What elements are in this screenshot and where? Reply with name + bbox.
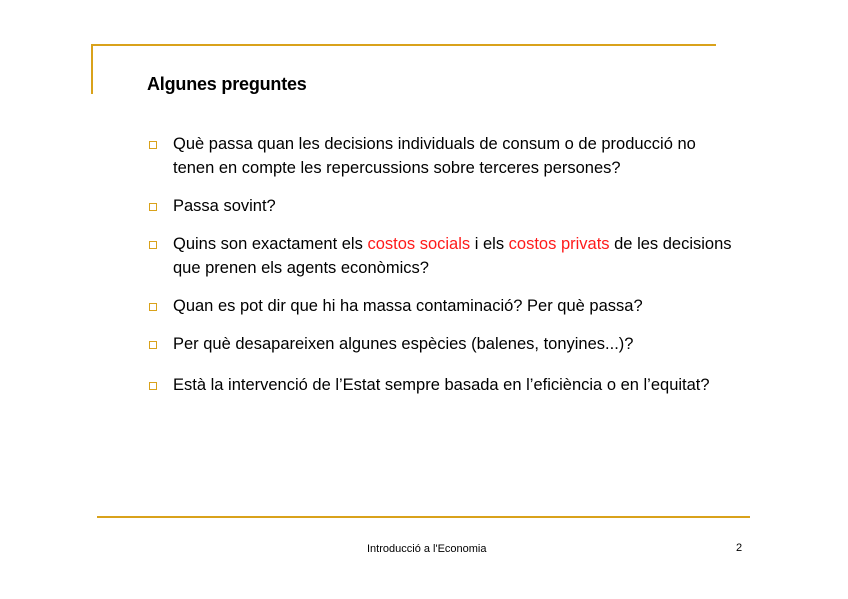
square-bullet-icon — [149, 341, 157, 349]
square-bullet-icon — [149, 303, 157, 311]
bullet-text: Està la intervenció de l’Estat sempre basada en l’eficiència o en l’equitat? — [173, 376, 710, 394]
square-bullet-icon — [149, 141, 157, 149]
page-number: 2 — [736, 542, 743, 554]
bullet-text: Què passa quan les decisions individuals de consum o de producció no tenen en compte les repercussions sobre terceres persones? — [173, 135, 696, 177]
bullet-text: Quan es pot dir que hi ha massa contaminació? Per què passa? — [173, 297, 643, 315]
left-rule — [91, 44, 93, 94]
top-rule — [92, 44, 716, 46]
highlight-costos-socials: costos socials — [367, 235, 471, 253]
bottom-rule — [97, 516, 750, 518]
bullet-list — [147, 132, 737, 414]
square-bullet-icon — [149, 203, 157, 211]
bullet-item — [147, 194, 737, 218]
slide-title: Algunes preguntes — [147, 74, 307, 94]
bullet-item — [147, 294, 737, 318]
highlight-costos-privats: costos privats — [508, 235, 610, 253]
footer-text: Introducció a l'Economia — [367, 543, 487, 555]
bullet-item — [147, 132, 737, 180]
square-bullet-icon — [149, 241, 157, 249]
bullet-text: Per què desapareixen algunes espècies (balenes, tonyines...)? — [173, 335, 634, 353]
bullet-text-part: de les decisions que prenen els agents econòmics? — [173, 235, 732, 277]
bullet-item — [147, 232, 737, 280]
bullet-item — [147, 332, 737, 356]
bullet-text-part: i els — [470, 235, 509, 253]
bullet-text-part: Quins son exactament els — [173, 235, 368, 253]
bullet-item — [147, 370, 737, 400]
square-bullet-icon — [149, 382, 157, 390]
bullet-text: Passa sovint? — [173, 197, 276, 215]
